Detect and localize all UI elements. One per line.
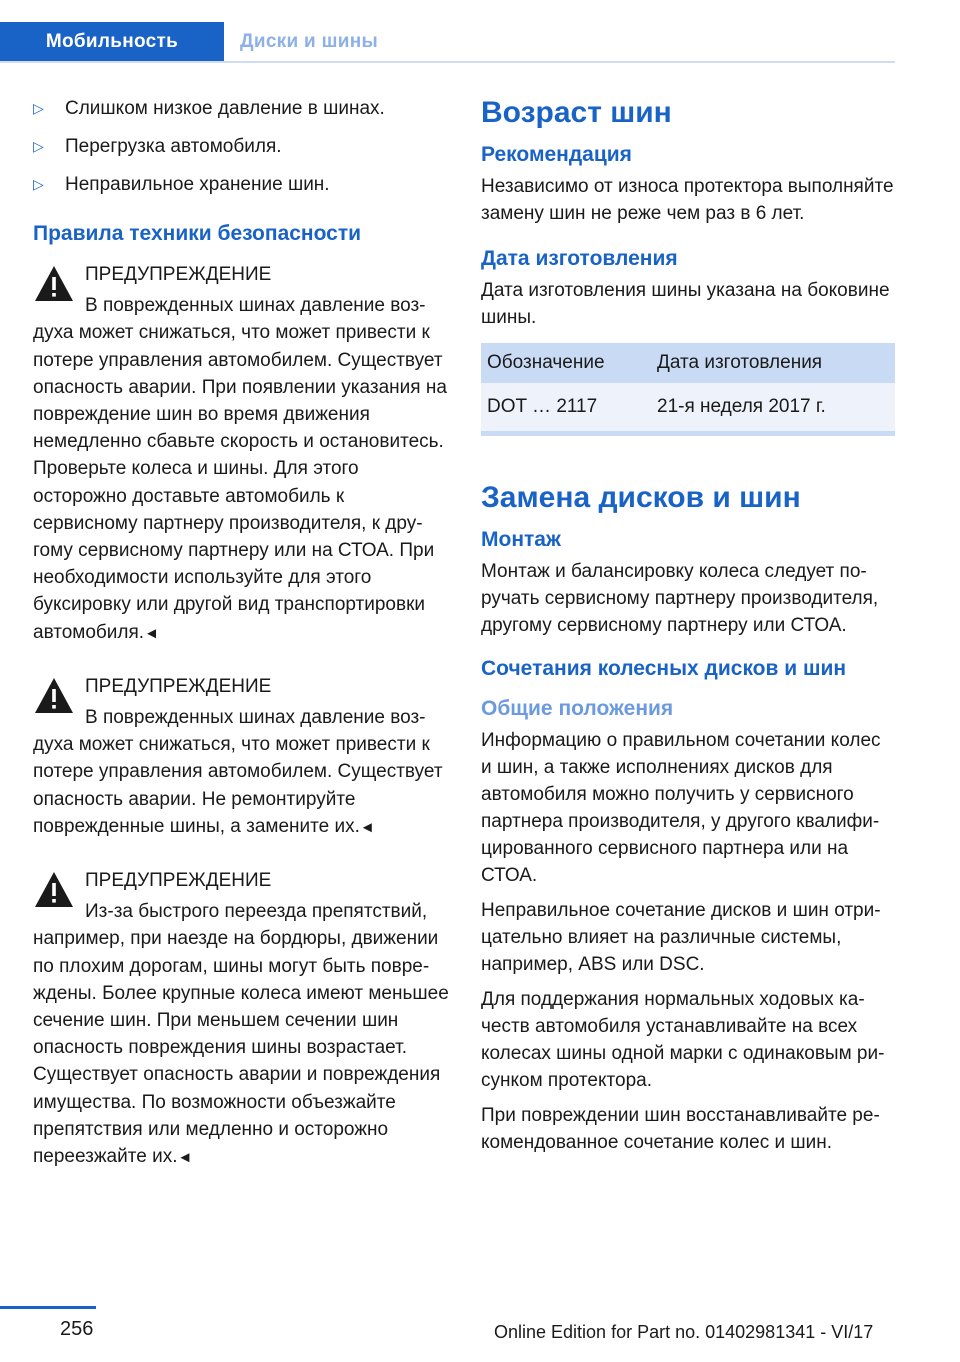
table-header-date: Дата изготовления: [651, 343, 895, 383]
mounting-text: Монтаж и балансировку колеса следует поручать сервисному партнеру производителя, другому сервисному партнеру или СТОА.: [481, 561, 879, 636]
end-mark-icon: ◄: [359, 818, 375, 836]
warning-title: ПРЕДУПРЕЖДЕНИЕ: [85, 870, 272, 892]
warning-text: Из-за быстрого переезда препятствий, например, при наезде на бордюры, движении по плохим дорогам, шины могут быть повреждены. Более крупные колеса имеют меньшее сечение шин. При меньшем сечении шин опасность повреждения шины возрастает. Существует опасность аварии и повреждения имущества. По возможности объезжайте препятствия или медленно и осторожно переезжайте их.: [33, 901, 449, 1168]
manufacture-date-text: Дата изготовления шины указана на боковине шины.: [481, 280, 890, 328]
warning-title: ПРЕДУПРЕЖДЕНИЕ: [85, 264, 272, 285]
replacement-heading: Замена дисков и шин: [481, 481, 801, 514]
table-cell-date: 21-я неделя 2017 г.: [651, 383, 895, 434]
recommendation-text: Независимо от износа протектора выполняйте замену шин не реже чем раз в 6 лет.: [481, 176, 894, 224]
left-column: [33, 95, 451, 1197]
edition-footer: Online Edition for Part no. 01402981341 - VI/17: [494, 1322, 874, 1342]
combinations-heading: Сочетания колесных дисков и шин: [481, 657, 847, 680]
warning-triangle-icon: [33, 263, 75, 305]
footer-divider: [0, 1306, 96, 1309]
general-heading: Общие положения: [481, 697, 674, 720]
table-cell-designation: DOT … 2117: [481, 383, 651, 434]
header-tab-mobility: Мобильность: [0, 22, 224, 62]
general-paragraph: Информацию о правильном сочетании колес и шин, а также исполнениях дисков для автомобиля можно получить у сервисного партнера производителя, у другого квалифицированного сервисного партнера или на СТОА.: [481, 730, 881, 886]
general-paragraph: При повреждении шин восстанавливайте рекомендованное сочетание колес и шин.: [481, 1105, 880, 1153]
end-mark-icon: ◄: [144, 624, 159, 642]
mounting-heading: Монтаж: [481, 528, 561, 551]
page-number: 256: [60, 1318, 94, 1340]
triangle-right-icon: ▷: [33, 100, 44, 116]
list-item: [33, 133, 451, 160]
warning-block: [33, 673, 451, 841]
triangle-right-icon: ▷: [33, 138, 44, 154]
end-mark-icon: ◄: [177, 1149, 193, 1167]
general-paragraph: Для поддержания нормальных ходовых качеств автомобиля устанавливайте на всех колесах шины одной марки с одинаковым рисунком протектора.: [481, 989, 885, 1091]
warning-triangle-icon: [33, 675, 75, 717]
tire-age-heading: Возраст шин: [481, 96, 672, 129]
recommendation-heading: Рекомендация: [481, 143, 632, 166]
warning-text: В поврежденных шинах давление воздуха может снижаться, что может привести к потере управления автомобилем. Существует опасность аварии. Не ремонтируйте поврежденные шины, а замените их.: [33, 707, 443, 837]
list-item: [33, 171, 451, 198]
table-row: [481, 383, 895, 434]
table-header-row: [481, 343, 895, 383]
warning-title: ПРЕДУПРЕЖДЕНИЕ: [85, 675, 272, 697]
bullet-text: Слишком низкое давление в шинах.: [65, 98, 385, 119]
header-tab-wheels-tires: Диски и шины: [240, 31, 379, 52]
general-paragraph: Неправильное сочетание дисков и шин отрицательно влияет на различные системы, например, ABS или DSC.: [481, 900, 881, 975]
warning-triangle-icon: [33, 869, 75, 911]
manufacture-date-heading: Дата изготовления: [481, 247, 678, 270]
warning-block: [33, 867, 451, 1171]
triangle-right-icon: ▷: [33, 176, 44, 192]
warning-block: [33, 261, 451, 647]
header-divider: [0, 61, 895, 63]
table-header-designation: Обозначение: [481, 343, 651, 383]
list-item: [33, 95, 451, 122]
manufacture-date-table: [481, 343, 895, 436]
right-column: [481, 95, 896, 1164]
bullet-text: Перегрузка автомобиля.: [65, 136, 282, 157]
safety-rules-heading: Правила техники безопасности: [33, 222, 362, 245]
bullet-text: Неправильное хранение шин.: [65, 174, 330, 195]
warning-text: В поврежденных шинах давление воздуха может снижаться, что может привести к потере управления автомобилем. Существует опасность аварии. При появлении указания на повреждение шин во время движения немедленно сбавьте скорость и остановитесь. Проверьте колеса и шины. Для этого осторожно доставьте автомобиль к сервисному партнеру производителя, к другому сервисному партнеру или на СТОА. При необходимости используйте для этого буксировку или другой вид транспортировки автомобиля.: [33, 295, 447, 643]
